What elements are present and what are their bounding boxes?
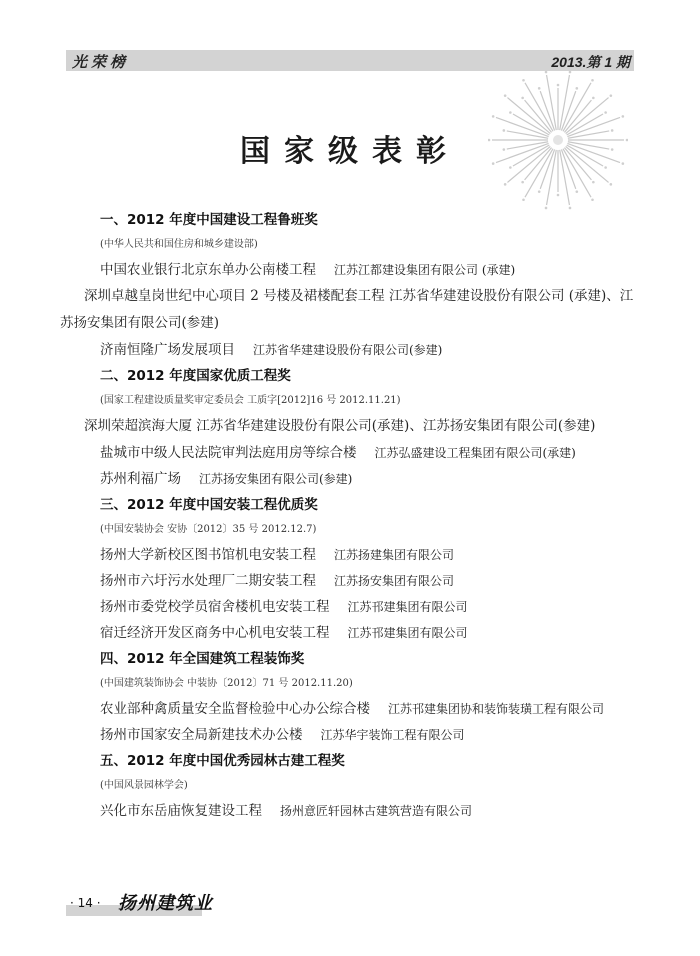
company-name: 扬州意匠轩园林古建筑营造有限公司 xyxy=(280,804,473,818)
list-item: 深圳荣超滨海大厦 江苏省华建建设股份有限公司(承建)、江苏扬安集团有限公司(参建) xyxy=(84,418,596,434)
company-name: 江苏省华建建设股份有限公司(参建) xyxy=(253,343,443,357)
company-name: 江苏扬安集团有限公司 xyxy=(334,574,455,588)
project-name: 济南恒隆广场发展项目 xyxy=(100,342,235,358)
list-item xyxy=(76,440,636,466)
company-name: 江苏华宇装饰工程有限公司 xyxy=(320,728,465,742)
list-item xyxy=(76,337,636,363)
list-item xyxy=(76,620,636,646)
project-name: 农业部种禽质量安全监督检验中心办公综合楼 xyxy=(100,701,370,717)
company-name: 江苏江都建设集团有限公司 (承建) xyxy=(334,263,516,277)
project-name: 扬州市六圩污水处理厂二期安装工程 xyxy=(100,573,316,589)
list-item xyxy=(76,568,636,594)
page-number: · 14 · xyxy=(70,896,101,910)
section-note: (中国安装协会 安协〔2012〕35 号 2012.12.7) xyxy=(100,524,317,535)
project-name: 扬州市国家安全局新建技术办公楼 xyxy=(100,727,303,743)
company-name: 江苏邗建集团有限公司 xyxy=(347,626,468,640)
project-name: 扬州市委党校学员宿舍楼机电安装工程 xyxy=(100,599,330,615)
company-name: 江苏邗建集团有限公司 xyxy=(347,600,468,614)
magazine-logo: 扬州建筑业 xyxy=(118,893,213,914)
list-item xyxy=(76,466,636,492)
page-title: 国家级表彰 xyxy=(240,134,460,169)
list-item xyxy=(76,722,636,748)
list-item: 深圳卓越皇岗世纪中心项目 2 号楼及裙楼配套工程 江苏省华建建设股份有限公司 (承建)、江苏扬安集团有限公司(参建) xyxy=(60,288,634,331)
list-item xyxy=(76,257,636,283)
project-name: 中国农业银行北京东单办公南楼工程 xyxy=(100,262,316,278)
company-name: 江苏邗建集团协和装饰装璜工程有限公司 xyxy=(388,702,605,716)
company-name: 江苏弘盛建设工程集团有限公司(承建) xyxy=(374,446,576,460)
column-title: 光荣榜 xyxy=(72,53,130,71)
issue-number: 2013.第 1 期 xyxy=(551,54,630,70)
section-heading: 二、2012 年度国家优质工程奖 xyxy=(100,368,291,384)
section-heading: 一、2012 年度中国建设工程鲁班奖 xyxy=(100,212,318,228)
project-name: 兴化市东岳庙恢复建设工程 xyxy=(100,803,262,819)
list-item xyxy=(76,542,636,568)
project-name: 扬州大学新校区图书馆机电安装工程 xyxy=(100,547,316,563)
list-item xyxy=(76,594,636,620)
section-note: (中华人民共和国住房和城乡建设部) xyxy=(100,239,258,250)
project-name: 宿迁经济开发区商务中心机电安装工程 xyxy=(100,625,330,641)
project-name: 苏州利福广场 xyxy=(100,471,181,487)
header-bar xyxy=(66,50,634,71)
company-name: 江苏扬建集团有限公司 xyxy=(334,548,455,562)
company-name: 江苏扬安集团有限公司(参建) xyxy=(199,472,353,486)
section-note: (中国建筑装饰协会 中装协〔2012〕71 号 2012.11.20) xyxy=(100,678,353,689)
section-heading: 四、2012 年全国建筑工程装饰奖 xyxy=(100,651,305,667)
list-item xyxy=(76,798,636,824)
award-list xyxy=(60,207,636,824)
section-heading: 五、2012 年度中国优秀园林古建工程奖 xyxy=(100,753,345,769)
project-name: 盐城市中级人民法院审判法庭用房等综合楼 xyxy=(100,445,357,461)
list-item xyxy=(76,696,636,722)
section-heading: 三、2012 年度中国安装工程优质奖 xyxy=(100,497,318,513)
section-note: (国家工程建设质量奖审定委员会 工质字[2012]16 号 2012.11.21) xyxy=(100,395,401,406)
section-note: (中国风景园林学会) xyxy=(100,780,188,791)
